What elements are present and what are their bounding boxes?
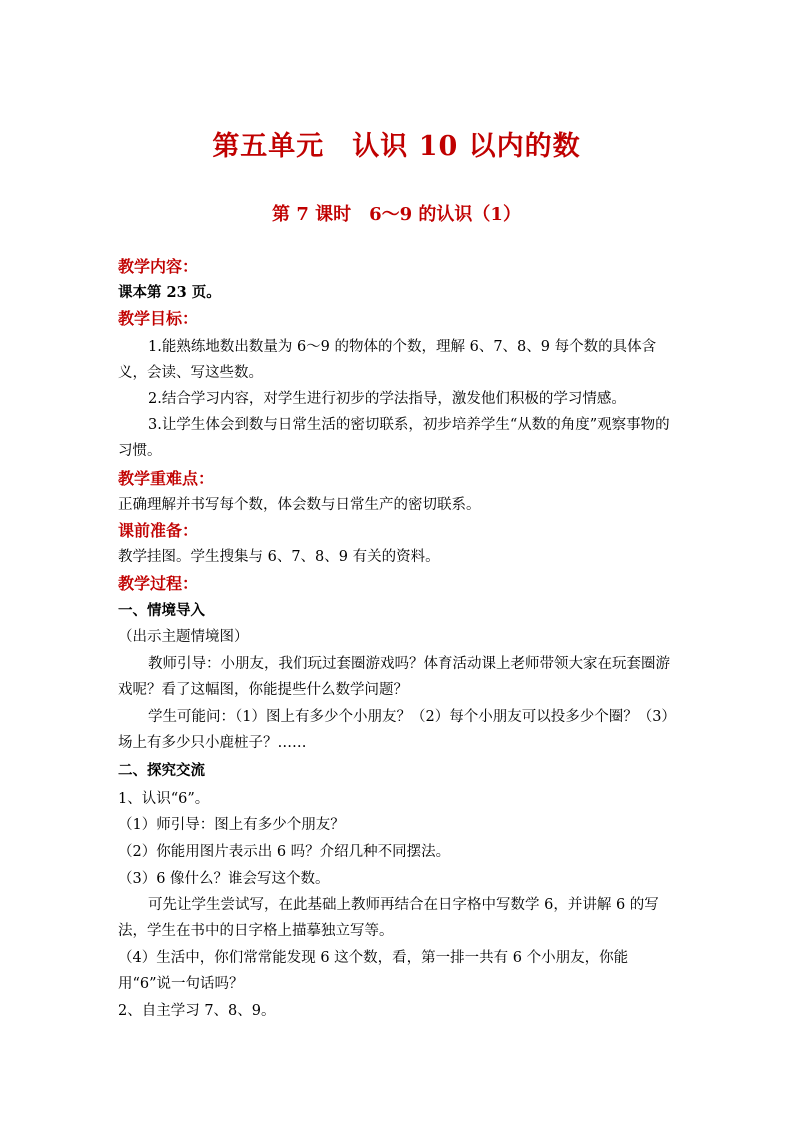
- goal-3: 3.让学生体会到数与日常生活的密切联系，初步培养学生“从数的角度”观察事物的习惯。: [118, 417, 670, 459]
- part2-line-7: 2、自主学习 7、8、9。: [118, 1003, 276, 1019]
- part2-line-1: 1、认识“6”。: [118, 791, 210, 807]
- content-text: 课本第 23 页。: [118, 284, 221, 301]
- part2-line-3: （2）你能用图片表示出 6 吗？介绍几种不同摆法。: [118, 844, 451, 860]
- content-heading: 教学内容：: [118, 257, 199, 276]
- goals-heading: 教学目标：: [118, 309, 199, 328]
- key-text: 正确理解并书写每个数，体会数与日常生产的密切联系。: [118, 497, 481, 513]
- process-heading: 教学过程：: [118, 574, 199, 593]
- part2-line-4: （3）6 像什么？谁会写这个数。: [118, 871, 330, 887]
- part2-line-5: 可先让学生尝试写，在此基础上教师再结合在日字格中写数学 6，并讲解 6 的写法，学生在书中的日字格上描摹独立写等。: [118, 897, 659, 939]
- lesson-subtitle: 第 7 课时 6～9 的认识（1）: [272, 204, 521, 225]
- goal-2: 2.结合学习内容，对学生进行初步的学法指导，激发他们积极的学习情感。: [148, 391, 626, 407]
- page-title: 第五单元 认识 10 以内的数: [212, 131, 581, 162]
- part1-line-3: 学生可能问：（1）图上有多少个小朋友？（2）每个小朋友可以投多少个圈？（3）场上有多少只小鹿桩子？……: [118, 709, 676, 751]
- part2-title: 二、探究交流: [118, 762, 205, 779]
- part1-line-1: （出示主题情境图）: [118, 629, 249, 645]
- part2-line-6: （4）生活中，你们常常能发现 6 这个数，看，第一排一共有 6 个小朋友，你能用“6”说一句话吗？: [118, 950, 629, 992]
- key-heading: 教学重难点：: [118, 469, 215, 488]
- part1-line-2: 教师引导：小朋友，我们玩过套圈游戏吗？体育活动课上老师带领大家在玩套圈游戏呢？看了这幅图，你能提些什么数学问题？: [118, 656, 670, 698]
- prep-heading: 课前准备：: [118, 521, 199, 540]
- part1-title: 一、情境导入: [118, 602, 205, 619]
- goal-1: 1.能熟练地数出数量为 6～9 的物体的个数，理解 6、7、8、9 每个数的具体含义，会读、写这些数。: [118, 339, 657, 381]
- prep-text: 教学挂图。学生搜集与 6、7、8、9 有关的资料。: [118, 549, 440, 565]
- part2-line-2: （1）师引导：图上有多少个朋友？: [118, 817, 345, 833]
